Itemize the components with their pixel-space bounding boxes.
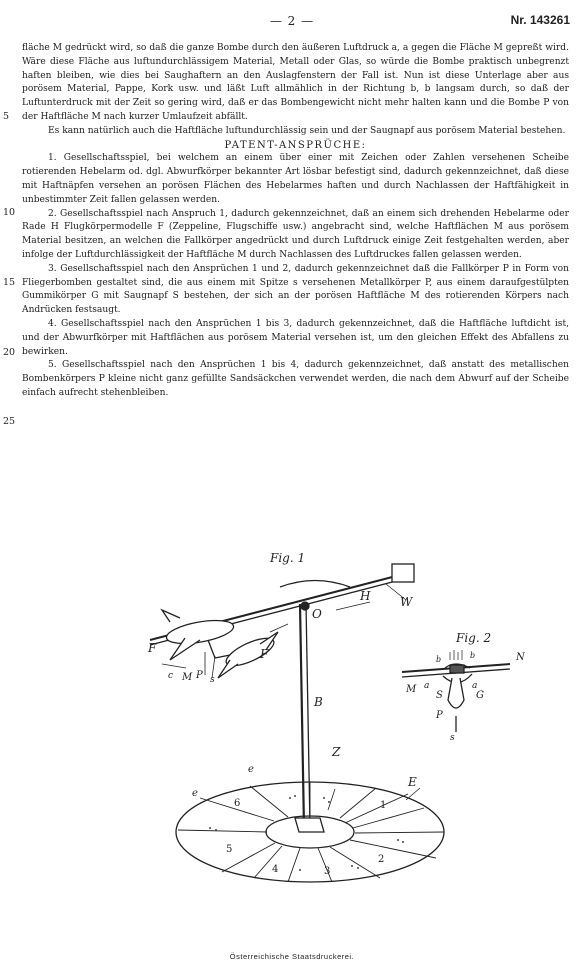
- disc-number: 4: [272, 864, 279, 875]
- counterweight: [392, 564, 414, 582]
- label-M: M: [406, 684, 417, 695]
- fig2-detail: [402, 650, 510, 732]
- label-W: W: [400, 595, 413, 609]
- label-P: P: [436, 710, 443, 721]
- claim-2: 2. Gesellschaftsspiel nach Anspruch 1, dadurch gekennzeichnet, daß an einem sich drehenden Hebelarme oder Rade H Flugkörpermodelle F (Zeppeline, Flugschiffe usw.) angebracht sind, welche Haftflächen M aus porösem Material besitzen, an welchen die Fallkörper angedrückt und durch Luftdruck einige Zeit festgehalten werden, aber infolge der Luftdurchlässigkeit der Haftfläche M durch Nachlassen des Luftdruckes fallen gelassen werden.: [22, 208, 569, 260]
- line-number: 20: [3, 347, 16, 358]
- label-a: a: [424, 681, 430, 691]
- printer-imprint: Österreichische Staatsdruckerei.: [229, 952, 355, 961]
- rotation-arc: [280, 581, 350, 588]
- label-S: S: [436, 690, 443, 701]
- label-s: s: [210, 675, 215, 685]
- leader-lines: [162, 584, 420, 810]
- label-e: e: [192, 788, 198, 799]
- disc-number: 5: [226, 844, 233, 855]
- flying-models: [162, 610, 278, 678]
- line-number: 25: [3, 416, 16, 427]
- intro-paragraph: Es kann natürlich auch die Haftfläche luftundurchlässig sein und der Saugnapf aus porösem Material bestehen.: [48, 125, 566, 136]
- label-c: c: [168, 671, 174, 681]
- disc-number: 2: [378, 854, 385, 865]
- body-text: [22, 42, 569, 401]
- label-F: F: [260, 647, 269, 661]
- line-number: 5: [3, 111, 10, 122]
- patent-number: Nr. 143261: [510, 13, 570, 27]
- disc-numbers: [226, 798, 386, 877]
- support-pole-edge: [306, 604, 310, 828]
- claim-4: 4. Gesellschaftsspiel nach den Ansprüchen 1 bis 3, dadurch gekennzeichnet, daß die Haftfläche luftdicht ist, und der Abwurfkörper mit Haftflächen aus porösem Material versehen ist, um den gleichen Effekt des Abfallens zu bewirken.: [22, 318, 569, 357]
- fig2-label: Fig. 2: [456, 631, 492, 645]
- label-H: H: [360, 589, 371, 603]
- claim-3: 3. Gesellschaftsspiel nach den Ansprüchen 1 und 2, dadurch gekennzeichnet daß die Fallkörper P in Form von Fliegerbomben gestaltet sind, die aus einem mit Spitze s versehenen Metallkörper P, aus einem daraufgestülpten Gummikörper G mit Saugnapf S bestehen, der sich an der porösen Haftfläche M des rotierenden Körpers nach Andrücken festsaugt.: [22, 263, 569, 316]
- line-number: 15: [3, 277, 16, 288]
- label-P: P: [196, 670, 203, 681]
- pivot: [301, 602, 309, 610]
- label-a: a: [472, 681, 478, 691]
- intro-paragraph: fläche M gedrückt wird, so daß die ganze Bombe durch den äußeren Luftdruck a, a gegen die Fläche M gepreßt wird. Wäre diese Fläche aus luftundurchlässigem Material, Metall oder Glas, so würde die Bombe praktisch unbegrenzt haften bleiben, wie dies bei Saughaftern an den Auslagfenstern der Fall ist. Nun ist diese Unterlage aber aus porösem Material, Pappe, Kork usw. und läßt Luft allmählich in der Richtung b, b langsam durch, so daß der Luftunterdruck mit der Zeit so gering wird, daß er das Bombengewicht nicht mehr halten kann und die Bombe P von der Haftfläche M nach kurzer Umlaufzeit abfällt.: [22, 43, 569, 122]
- label-B: B: [314, 695, 323, 709]
- label-N: N: [516, 652, 525, 663]
- label-b: b: [470, 651, 476, 660]
- label-Z: Z: [332, 745, 341, 759]
- disc-number: 6: [234, 798, 241, 809]
- label-G: G: [476, 690, 484, 701]
- label-M: M: [182, 672, 193, 683]
- claims-heading: PATENT-ANSPRÜCHE:: [224, 139, 367, 151]
- claim-1: 1. Gesellschaftsspiel, bei welchem an einem über einer mit Zeichen oder Zahlen versehenen Scheibe rotierenden Hebelarm od. dgl. Abwurfkörper bekannter Art lösbar befestigt sind, dadurch gekennzeichnet, daß diese mit Haftnäpfen versehen an porösen Flächen des Hebelarmes haften und durch Nachlassen der Haftfähigkeit in unbestimmter Zeit fallen gelassen werden.: [22, 153, 569, 205]
- patent-drawing: [110, 540, 530, 930]
- disc-number: 1: [380, 800, 387, 811]
- support-pole: [300, 604, 304, 828]
- claim-5: 5. Gesellschaftsspiel nach den Ansprüchen 1 bis 4, dadurch gekennzeichnet, daß anstatt des metallischen Bombenkörpers P kleine nicht ganz gefüllte Sandsäckchen verwendet werden, die nach dem Abwurf auf der Scheibe einfach aufrecht stehenbleiben.: [22, 360, 569, 398]
- line-number: 10: [3, 207, 16, 218]
- label-E: E: [408, 775, 417, 789]
- label-F: F: [148, 641, 157, 655]
- label-e: e: [248, 764, 254, 775]
- disc-number: 3: [324, 866, 331, 877]
- pole-base: [295, 818, 324, 832]
- page-number: — 2 —: [269, 14, 315, 28]
- label-b: b: [436, 655, 442, 664]
- label-s: s: [450, 733, 455, 743]
- label-O: O: [312, 607, 322, 621]
- fig1-label: Fig. 1: [270, 551, 306, 565]
